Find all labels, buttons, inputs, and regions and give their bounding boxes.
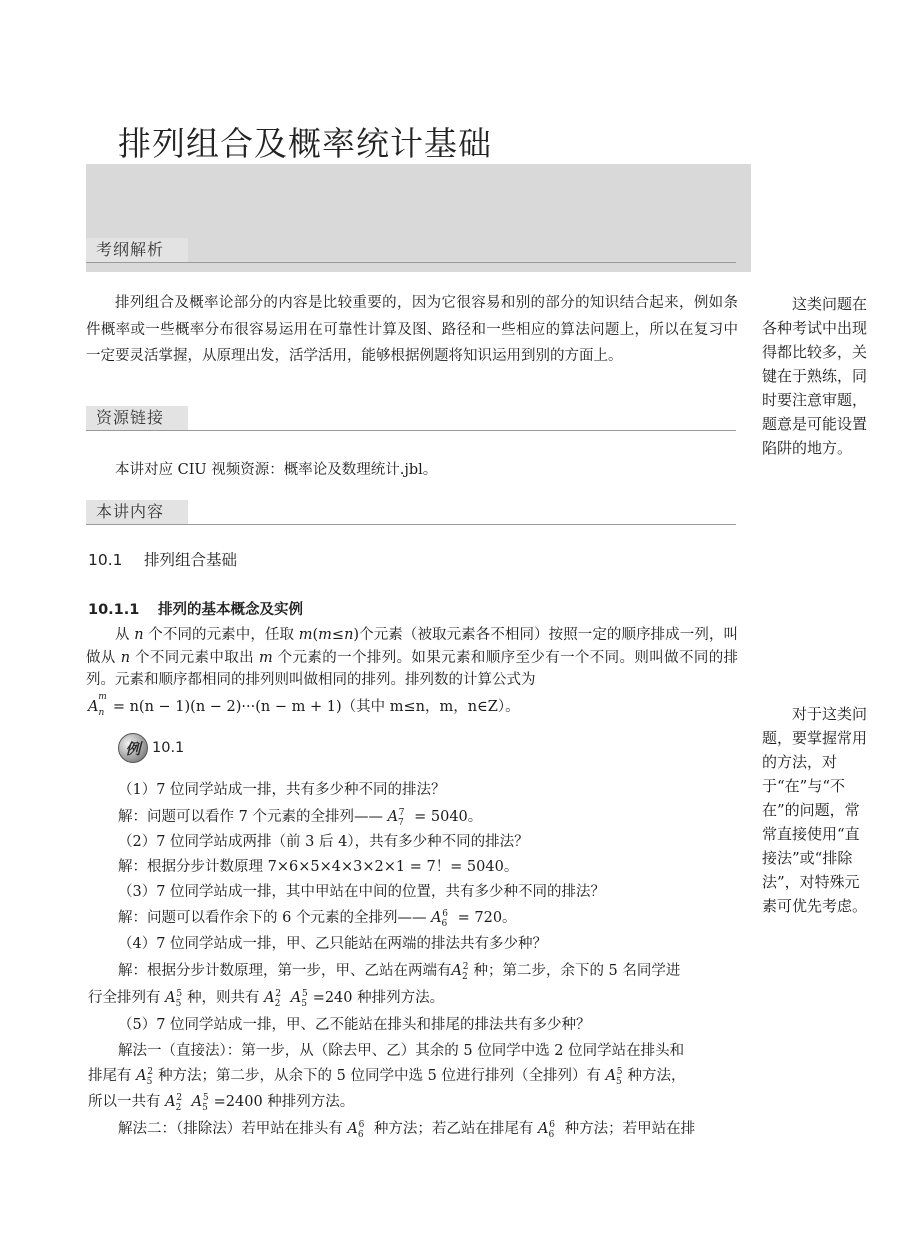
resource-paragraph: 本讲对应 CIU 视频资源：概率论及数理统计.jbl。 <box>115 462 438 478</box>
section-header-resources <box>86 406 736 431</box>
question-3: （3）7 位同学站成一排，其中甲站在中间的位置，共有多少种不同的排法？ <box>118 884 606 900</box>
definition-paragraph: 从 n 个不同的元素中，任取 m(m≤n)个元素（被取元素各不相同）按照一定的顺序排成一列，叫做从 n 个不同元素中取出 m 个元素的一个排列。如果元素和顺序至少有一个不同。则叫做不同的排列。元素和顺序都相同的排列则叫做相同的排列。排列数的计算公式为 <box>86 627 739 688</box>
answer-4-line1: 解：根据分步计数原理，第一步，甲、乙站在两端有$A_2^2$ 种；第二步，余下的 5 名同学进 <box>118 962 681 982</box>
example-icon: 例 <box>118 733 148 763</box>
page-title: 排列组合及概率统计基础 <box>118 124 492 163</box>
answer-4-line2: 行全排列有 $A_5^5$ 种，则共有 $A_2^2$ $A_5^5 =240$ 种排列方法。 <box>88 989 445 1009</box>
section-number: 10.1 <box>88 551 123 569</box>
answer-1: 解：问题可以看作 7 个元素的全排列—— $A_7^7 = 5040$。 <box>118 808 483 828</box>
permutation-formula: $A_n^m= n(n - 1)(n - 2)\cdot\cdot\cdot(n - m + 1)$（其中 m≤n，m，n∈Z）。 <box>88 692 520 718</box>
answer-5-line3: 所以一共有 $A_2^2$ $A_5^5 =2400$ 种排列方法。 <box>88 1093 355 1113</box>
intro-paragraph: 排列组合及概率论部分的内容是比较重要的，因为它很容易和别的部分的知识结合起来，例如条件概率或一些概率分布很容易运用在可靠性计算及图、路径和一些相应的算法问题上，所以在复习中一定要灵活掌握，从原理出发，活学活用，能够根据例题将知识运用到别的方面上。 <box>86 295 738 364</box>
answer-5-line1: 解法一（直接法）：第一步，从（除去甲、乙）其余的 5 位同学中选 2 位同学站在排头和 <box>118 1043 685 1059</box>
question-1: （1）7 位同学站成一排，共有多少种不同的排法？ <box>118 782 446 798</box>
section-label: 考纲解析 <box>86 238 188 262</box>
section-header-content <box>86 500 736 525</box>
answer-2: 解：根据分步计数原理 7×6×5×4×3×2×1 = 7！= 5040。 <box>118 859 519 875</box>
side-note: 这类问题在各种考试中出现得都比较多，关键在于熟练，同时要注意审题，题意是可能设置陷阱的地方。 <box>762 295 868 457</box>
subsection-number: 10.1.1 <box>88 602 140 618</box>
answer-3: 解：问题可以看作余下的 6 个元素的全排列—— $A_6^6 = 720$。 <box>118 909 517 929</box>
section-title: 排列组合基础 <box>144 551 238 569</box>
question-4: （4）7 位同学站成一排，甲、乙只能站在两端的排法共有多少种？ <box>118 936 548 952</box>
section-label: 资源链接 <box>86 406 188 430</box>
subsection-title: 排列的基本概念及实例 <box>158 602 303 618</box>
question-2: （2）7 位同学站成两排（前 3 后 4），共有多少种不同的排法？ <box>118 834 529 850</box>
side-note: 对于这类问题，要掌握常用的方法，对于“在”与“不在”的问题，常常直接使用“直接法”或“排除法”，对特殊元素可优先考虑。 <box>762 705 868 915</box>
answer-5-method2: 解法二：（排除法）若甲站在排头有 $A_6^6$ 种方法；若乙站在排尾有 $A_6^6$ 种方法；若甲站在排 <box>118 1120 696 1140</box>
example-marker <box>118 733 184 763</box>
answer-5-line2: 排尾有 $A_5^2$ 种方法；第二步，从余下的 5 位同学中选 5 位进行排列（全排列）有 $A_5^5$ 种方法， <box>88 1067 686 1087</box>
subsection-heading <box>88 598 303 619</box>
example-number: 10.1 <box>152 740 185 756</box>
section-heading <box>88 548 237 570</box>
section-label: 本讲内容 <box>86 500 188 524</box>
section-header-outline <box>86 238 736 263</box>
question-5: （5）7 位同学站成一排，甲、乙不能站在排头和排尾的排法共有多少种？ <box>118 1017 591 1033</box>
